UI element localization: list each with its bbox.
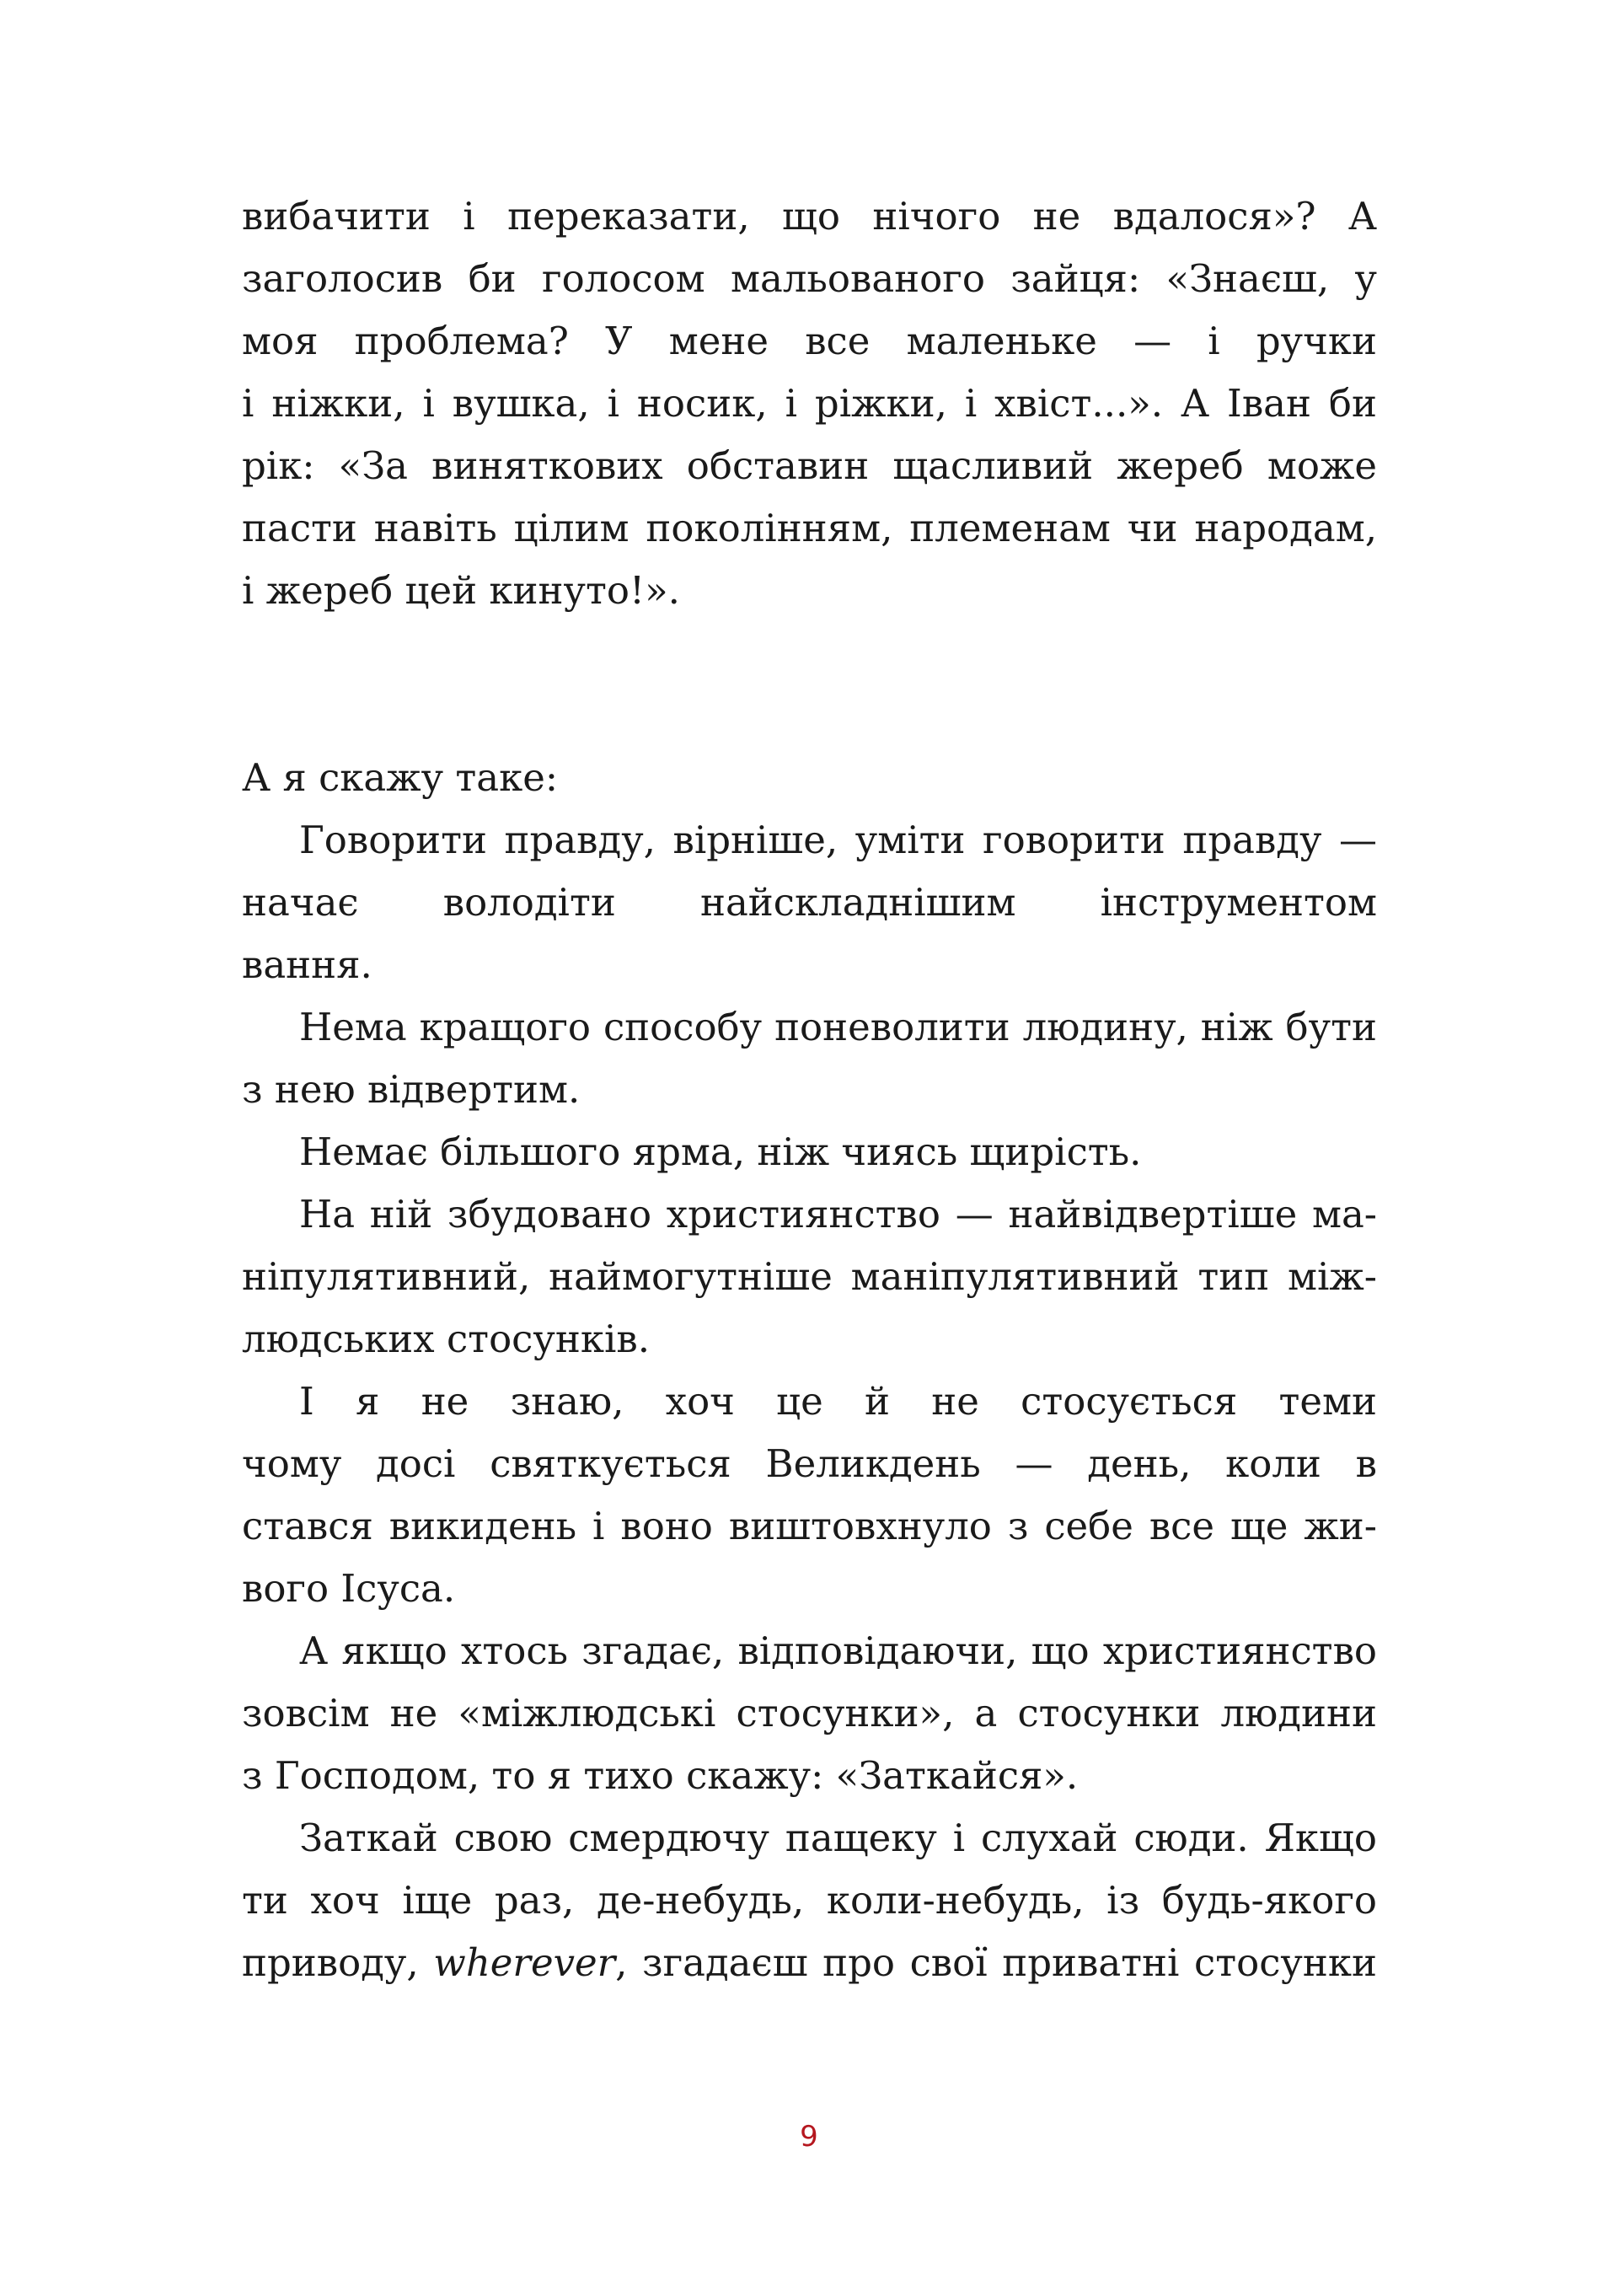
text-line: стався викидень і воно виштовхнуло з себе все ще жи- xyxy=(242,1504,1377,1548)
text-line: і ніжки, і вушка, і носик, і ріжки, і хвіст...». А Іван би xyxy=(242,381,1377,426)
text-span: , згадаєш про свої приватні стосунки xyxy=(615,1940,1377,1985)
page-text xyxy=(242,185,1377,1994)
text-line: моя проблема? У мене все маленьке — і ручки xyxy=(242,319,1377,363)
text-line: І я не знаю, хоч це й не стосується теми xyxy=(299,1379,1377,1424)
text-line: начає володіти найскладнішим інструментом xyxy=(242,880,1377,925)
text-line: Заткай свою смердючу пащеку і слухай сюди. Якщо xyxy=(299,1816,1377,1860)
text-line: Нема кращого способу поневолити людину, ніж бути xyxy=(299,1005,1377,1049)
page-number: 9 xyxy=(800,2120,818,2154)
italic-word: wherever xyxy=(433,1940,616,1985)
text-line: рік: «За виняткових обставин щасливий жереб може xyxy=(242,443,1377,488)
text-line: і жереб цей кинуто!». xyxy=(242,568,680,613)
text-line: з Господом, то я тихо скажу: «Заткайся». xyxy=(242,1753,1079,1798)
text-line: Немає більшого ярма, ніж чиясь щирість. xyxy=(299,1129,1142,1174)
text-line: з нею відвертим. xyxy=(242,1067,581,1112)
text-line-with-italic xyxy=(242,1932,1377,1994)
text-span: приводу, xyxy=(242,1940,434,1985)
text-line: заголосив би голосом мальованого зайця: «Знаєш, у xyxy=(242,256,1377,301)
text-line: зовсім не «міжлюдські стосунки», а стосунки людини xyxy=(242,1691,1377,1735)
text-line: На ній збудовано християнство — найвідвертіше ма- xyxy=(299,1192,1377,1237)
section-break xyxy=(242,622,1377,747)
text-line: чому досі святкується Великдень — день, коли в xyxy=(242,1441,1377,1486)
text-line: вого Ісуса. xyxy=(242,1566,456,1611)
text-line: вибачити і переказати, що нічого не вдалося»? А xyxy=(242,194,1377,239)
text-line: людських стосунків. xyxy=(242,1317,650,1361)
text-line: Говорити правду, вірніше, уміти говорити правду — xyxy=(299,818,1377,862)
section-intro: А я скажу таке: xyxy=(242,755,559,800)
text-line: А якщо хтось згадає, відповідаючи, що християнство xyxy=(299,1628,1377,1673)
text-line: вання. xyxy=(242,942,372,987)
text-line: ніпулятивний, наймогутніше маніпулятивний тип між- xyxy=(242,1254,1377,1299)
text-line: пасти навіть цілим поколінням, племенам чи народам, xyxy=(242,506,1377,550)
text-line: ти хоч іще раз, де-небудь, коли-небудь, із будь-якого xyxy=(242,1878,1377,1923)
